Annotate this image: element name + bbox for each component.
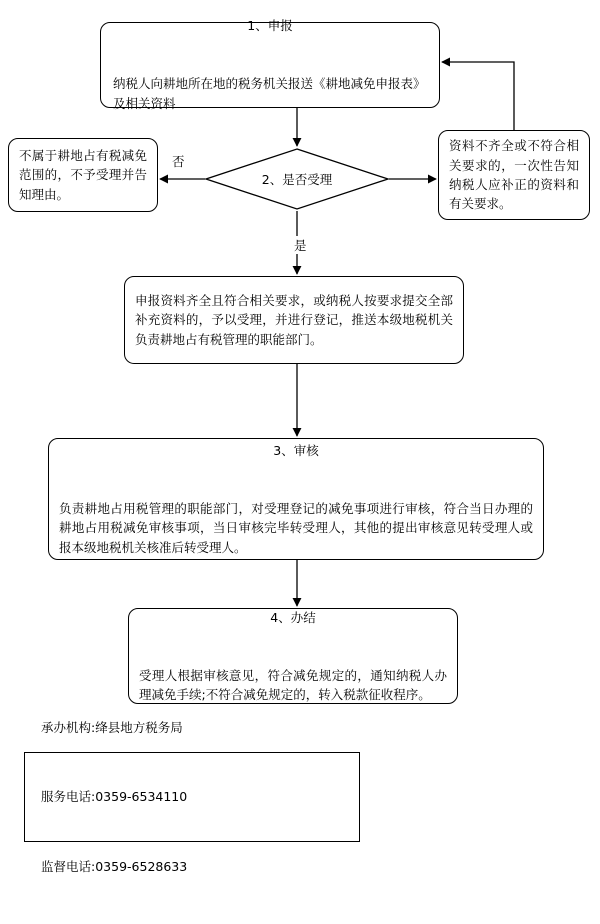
node-reject <box>8 138 158 212</box>
node-finish-body: 受理人根据审核意见，符合减免规定的，通知纳税人办理减免手续;不符合减免规定的，转入税款征收程序。 <box>139 667 447 703</box>
contact-organization: 承办机构:绛县地方税务局 <box>41 720 183 736</box>
node-accept-text: 申报资料齐全且符合相关要求，或纳税人按要求提交全部补充资料的，予以受理，并进行登记，推送本级地税机关负责耕地占有税管理的职能部门。 <box>135 292 453 347</box>
node-reject-text: 不属于耕地占有税减免范围的，不予受理并告知理由。 <box>19 147 147 202</box>
node-accept <box>124 276 464 364</box>
node-review-step: 3、审核 <box>273 442 319 458</box>
node-decision-label: 2、是否受理 <box>261 172 333 187</box>
edge-label-yes: 是 <box>294 238 307 253</box>
node-review-body: 负责耕地占用税管理的职能部门，对受理登记的减免事项进行审核，符合当日办理的耕地占用税减免审核事项，当日审核完毕转受理人，其他的提出审核意见转受理人或报本级地税机关核准后转受理人。 <box>59 501 533 555</box>
node-review <box>48 438 544 560</box>
edge-label-no: 否 <box>172 154 185 169</box>
node-contact-info <box>24 720 360 874</box>
node-apply <box>100 17 440 112</box>
contact-service-phone: 服务电话:0359-6534110 <box>41 789 188 805</box>
node-apply-step: 1、申报 <box>247 17 293 33</box>
contact-supervision-phone: 监督电话:0359-6528633 <box>41 858 188 874</box>
node-supplement-text: 资料不齐全或不符合相关要求的，一次性告知纳税人应补正的资料和有关要求。 <box>449 138 579 212</box>
node-supplement <box>438 130 590 220</box>
node-finish-step: 4、办结 <box>270 609 316 625</box>
node-apply-body: 纳税人向耕地所在地的税务机关报送《耕地减免申报表》及相关资料 <box>113 76 426 112</box>
node-decision-accept <box>205 148 389 210</box>
